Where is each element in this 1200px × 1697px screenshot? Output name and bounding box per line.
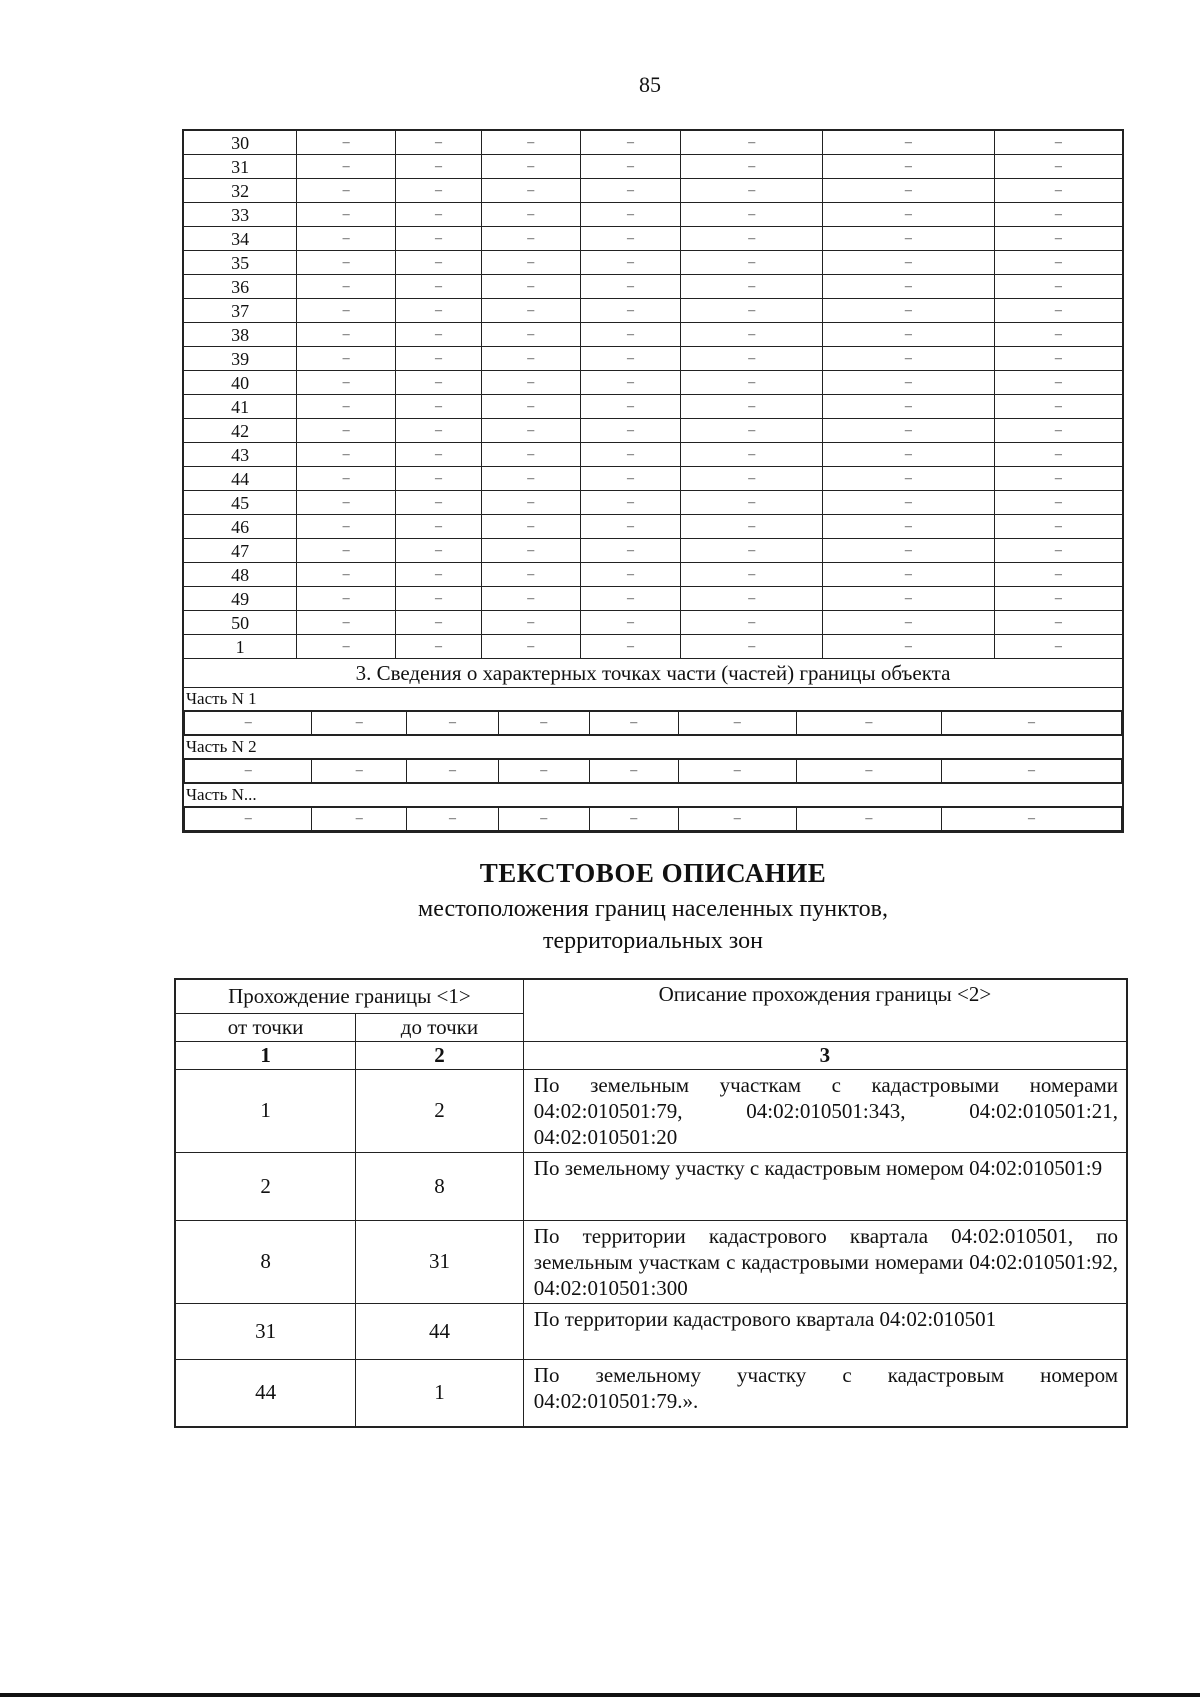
part-cell: – [498,808,589,831]
coord-cell: – [396,539,482,563]
coord-cell: – [297,323,396,347]
coord-cell: – [823,275,995,299]
coord-cell: – [297,251,396,275]
coord-row [183,611,1123,635]
part-cell: – [678,760,796,783]
header-passage: Прохождение границы <1> [175,979,523,1013]
coord-cell: – [580,347,681,371]
coord-cell: – [297,563,396,587]
coord-row [183,251,1123,275]
coord-cell: – [396,155,482,179]
boundary-description: По территории кадастрового квартала 04:02:010501, по земельным участкам с кадастровыми номерами 04:02:010501:92, 04:02:010501:300 [523,1220,1127,1303]
coord-cell: – [681,179,823,203]
coord-cell: – [994,443,1123,467]
coord-cell: – [396,587,482,611]
coord-cell: – [396,419,482,443]
coord-cell: – [994,611,1123,635]
coord-cell: – [297,611,396,635]
coord-cell: – [396,275,482,299]
boundary-row [175,1359,1127,1427]
coord-cell: – [823,155,995,179]
coord-row [183,563,1123,587]
coord-cell: – [396,563,482,587]
point-number: 32 [183,179,297,203]
boundary-row [175,1069,1127,1152]
coord-cell: – [681,347,823,371]
part-cell: – [796,808,941,831]
coord-cell: – [481,299,580,323]
coord-cell: – [580,539,681,563]
coord-cell: – [681,275,823,299]
coord-cell: – [481,563,580,587]
boundary-point-from: 2 [175,1152,356,1220]
coord-cell: – [994,563,1123,587]
coord-cell: – [580,419,681,443]
point-number: 47 [183,539,297,563]
coord-row [183,515,1123,539]
coord-cell: – [580,275,681,299]
coord-cell: – [681,323,823,347]
point-number: 33 [183,203,297,227]
part-cell: – [185,808,312,831]
boundary-point-to: 31 [356,1220,524,1303]
coord-cell: – [297,419,396,443]
coord-cell: – [396,515,482,539]
coord-cell: – [994,203,1123,227]
coord-cell: – [580,587,681,611]
coord-cell: – [297,203,396,227]
coord-cell: – [396,179,482,203]
part-cell: – [942,808,1122,831]
coord-cell: – [580,443,681,467]
coord-cell: – [481,179,580,203]
coord-cell: – [396,371,482,395]
coord-cell: – [481,587,580,611]
coord-cell: – [994,371,1123,395]
coord-cell: – [481,251,580,275]
boundary-row [175,1152,1127,1220]
coord-row [183,467,1123,491]
coord-cell: – [297,587,396,611]
boundary-description: По земельному участку с кадастровым номером 04:02:010501:79.». [523,1359,1127,1427]
coord-cell: – [994,299,1123,323]
coord-cell: – [580,299,681,323]
coord-cell: – [994,275,1123,299]
coord-row [183,443,1123,467]
point-number: 34 [183,227,297,251]
coord-cell: – [994,635,1123,659]
coord-row [183,491,1123,515]
coord-cell: – [823,587,995,611]
part-cell: – [942,760,1122,783]
coord-cell: – [481,227,580,251]
coord-row [183,299,1123,323]
point-number: 31 [183,155,297,179]
coord-cell: – [580,130,681,155]
coord-cell: – [823,635,995,659]
point-number: 37 [183,299,297,323]
coord-cell: – [297,275,396,299]
coord-row [183,179,1123,203]
boundary-row [175,1220,1127,1303]
point-number: 43 [183,443,297,467]
coord-cell: – [823,419,995,443]
part-cell: – [407,760,499,783]
coord-cell: – [297,539,396,563]
coord-cell: – [396,611,482,635]
coord-cell: – [580,203,681,227]
point-number: 48 [183,563,297,587]
coord-cell: – [823,347,995,371]
coord-row [183,371,1123,395]
coord-cell: – [481,203,580,227]
coord-cell: – [396,635,482,659]
part-cell: – [678,808,796,831]
part-cell: – [589,760,678,783]
coord-cell: – [823,443,995,467]
part-cell: – [589,808,678,831]
coord-cell: – [994,467,1123,491]
coord-cell: – [823,563,995,587]
coord-cell: – [994,347,1123,371]
coord-cell: – [297,371,396,395]
coord-cell: – [681,203,823,227]
point-number: 1 [183,635,297,659]
part-cell: – [498,712,589,735]
coord-cell: – [481,443,580,467]
coord-cell: – [994,251,1123,275]
part-cell: – [185,712,312,735]
coord-cell: – [297,227,396,251]
page-bottom-border [0,1693,1200,1697]
coord-cell: – [994,155,1123,179]
coord-row [183,203,1123,227]
coord-cell: – [580,251,681,275]
coord-cell: – [481,155,580,179]
part-label: Часть N 1 [183,688,1123,711]
coord-row [183,395,1123,419]
point-number: 40 [183,371,297,395]
coord-cell: – [297,130,396,155]
part-cell: – [185,760,312,783]
boundary-row [175,1303,1127,1359]
coord-cell: – [681,515,823,539]
boundary-point-from: 44 [175,1359,356,1427]
coord-cell: – [823,179,995,203]
part-cell: – [796,760,941,783]
coord-cell: – [681,395,823,419]
coord-cell: – [297,179,396,203]
coord-cell: – [580,611,681,635]
coord-cell: – [681,563,823,587]
coord-cell: – [823,203,995,227]
coord-cell: – [297,635,396,659]
point-number: 30 [183,130,297,155]
coord-cell: – [396,130,482,155]
coord-cell: – [481,395,580,419]
coord-cell: – [681,419,823,443]
boundary-point-from: 1 [175,1069,356,1152]
boundary-point-to: 2 [356,1069,524,1152]
coord-cell: – [994,227,1123,251]
coord-row [183,323,1123,347]
coord-cell: – [823,539,995,563]
coord-cell: – [823,491,995,515]
coord-cell: – [823,515,995,539]
boundary-point-from: 31 [175,1303,356,1359]
coord-row [183,130,1123,155]
coord-cell: – [481,323,580,347]
coord-row [183,419,1123,443]
part-label: Часть N 2 [183,736,1123,759]
coord-cell: – [681,443,823,467]
coord-cell: – [681,611,823,635]
coord-cell: – [481,635,580,659]
coord-cell: – [681,299,823,323]
coord-cell: – [396,347,482,371]
part-cell: – [312,712,407,735]
boundary-point-to: 1 [356,1359,524,1427]
coord-cell: – [580,179,681,203]
coord-cell: – [297,299,396,323]
coord-cell: – [681,539,823,563]
coord-cell: – [396,467,482,491]
part-cell: – [407,808,499,831]
coord-cell: – [681,227,823,251]
coord-cell: – [823,467,995,491]
coord-cell: – [396,395,482,419]
page-number: 85 [639,72,661,97]
point-number: 46 [183,515,297,539]
column-number-1: 1 [175,1041,356,1069]
point-number: 45 [183,491,297,515]
part-label: Часть N... [183,784,1123,807]
coord-row [183,635,1123,659]
part-cell: – [407,712,499,735]
coord-cell: – [580,227,681,251]
coord-cell: – [823,611,995,635]
point-number: 49 [183,587,297,611]
point-number: 36 [183,275,297,299]
boundary-description: По земельному участку с кадастровым номером 04:02:010501:9 [523,1152,1127,1220]
section-title: 3. Сведения о характерных точках части (частей) границы объекта [183,659,1123,688]
header-description: Описание прохождения границы <2> [523,979,1127,1041]
point-number: 41 [183,395,297,419]
point-number: 38 [183,323,297,347]
coord-cell: – [481,515,580,539]
coord-cell: – [481,539,580,563]
coord-cell: – [481,611,580,635]
coord-cell: – [396,251,482,275]
coord-cell: – [396,299,482,323]
coord-cell: – [481,491,580,515]
coord-row [183,587,1123,611]
coord-cell: – [580,515,681,539]
boundary-point-from: 8 [175,1220,356,1303]
point-number: 35 [183,251,297,275]
coord-row [183,227,1123,251]
boundary-description-table [174,978,1128,1428]
coord-cell: – [481,371,580,395]
boundary-point-to: 44 [356,1303,524,1359]
coord-cell: – [396,203,482,227]
coord-cell: – [297,515,396,539]
coord-cell: – [481,130,580,155]
coord-cell: – [580,323,681,347]
coord-cell: – [297,443,396,467]
coord-cell: – [994,395,1123,419]
coord-cell: – [297,347,396,371]
coord-cell: – [823,130,995,155]
coord-cell: – [481,347,580,371]
coord-cell: – [396,491,482,515]
header-to-point: до точки [356,1013,524,1041]
coord-cell: – [297,155,396,179]
coord-cell: – [823,371,995,395]
coord-row [183,155,1123,179]
coord-cell: – [681,371,823,395]
coord-cell: – [580,395,681,419]
document-subtitle-line-2: территориальных зон [543,928,763,954]
coord-cell: – [994,587,1123,611]
coord-cell: – [823,299,995,323]
part-cell: – [678,712,796,735]
coord-cell: – [994,179,1123,203]
coord-cell: – [823,227,995,251]
coord-row [183,539,1123,563]
column-number-3: 3 [523,1041,1127,1069]
part-cell: – [498,760,589,783]
coord-cell: – [994,491,1123,515]
coord-cell: – [994,323,1123,347]
coord-cell: – [396,323,482,347]
coord-cell: – [994,130,1123,155]
coord-cell: – [580,155,681,179]
coord-row [183,347,1123,371]
part-cell: – [589,712,678,735]
coord-cell: – [823,395,995,419]
coord-cell: – [580,563,681,587]
point-number: 42 [183,419,297,443]
coord-cell: – [481,275,580,299]
coord-cell: – [681,467,823,491]
part-cell: – [312,808,407,831]
document-subtitle-line-1: местоположения границ населенных пунктов, [418,896,888,922]
coord-cell: – [994,419,1123,443]
point-number: 39 [183,347,297,371]
coord-cell: – [396,227,482,251]
coord-cell: – [681,251,823,275]
coord-cell: – [681,130,823,155]
coord-cell: – [580,467,681,491]
coordinates-table [182,129,1124,833]
boundary-description: По земельным участкам с кадастровыми номерами 04:02:010501:79, 04:02:010501:343, 04:02:010501:21, 04:02:010501:20 [523,1069,1127,1152]
coord-cell: – [481,467,580,491]
coord-cell: – [580,371,681,395]
coord-cell: – [297,491,396,515]
column-number-2: 2 [356,1041,524,1069]
coord-cell: – [297,467,396,491]
coord-cell: – [580,491,681,515]
coord-cell: – [297,395,396,419]
coord-cell: – [681,155,823,179]
coord-cell: – [481,419,580,443]
coord-cell: – [994,539,1123,563]
coord-cell: – [823,251,995,275]
coord-row [183,275,1123,299]
point-number: 44 [183,467,297,491]
part-cell: – [942,712,1122,735]
coord-cell: – [681,635,823,659]
coord-cell: – [580,635,681,659]
document-title: ТЕКСТОВОЕ ОПИСАНИЕ [479,858,827,888]
boundary-point-to: 8 [356,1152,524,1220]
coord-cell: – [823,323,995,347]
point-number: 50 [183,611,297,635]
part-cell: – [312,760,407,783]
coord-cell: – [396,443,482,467]
coord-cell: – [681,491,823,515]
header-from-point: от точки [175,1013,356,1041]
coord-cell: – [681,587,823,611]
boundary-description: По территории кадастрового квартала 04:02:010501 [523,1303,1127,1359]
part-cell: – [796,712,941,735]
coord-cell: – [994,515,1123,539]
